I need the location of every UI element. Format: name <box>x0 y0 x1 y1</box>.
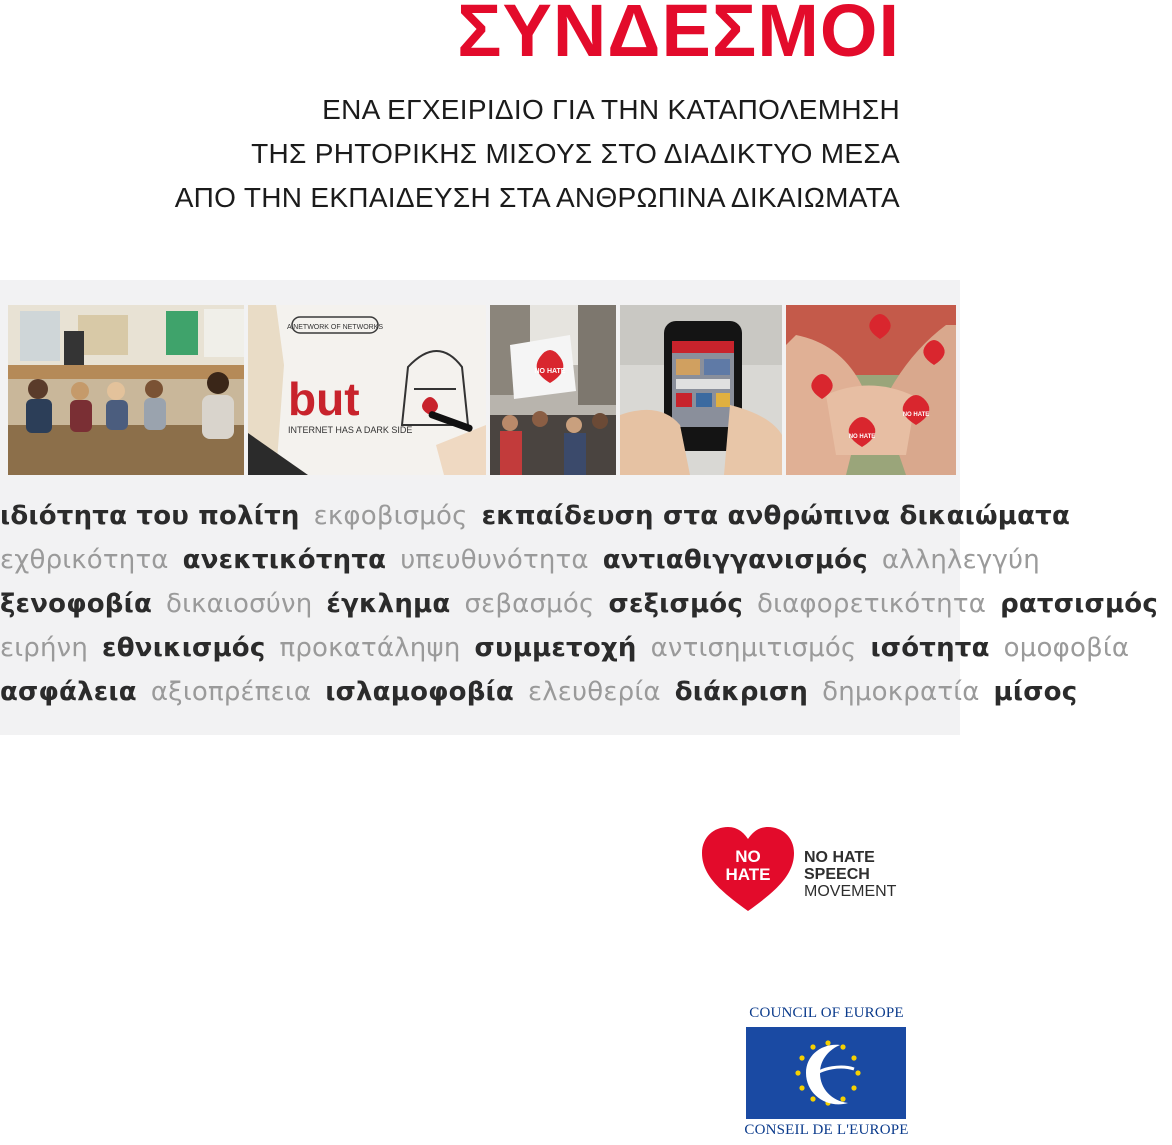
keyword: εκπαίδευση στα ανθρώπινα δικαιώματα <box>481 501 1071 531</box>
keyword-cloud <box>0 494 1158 714</box>
keyword: αντισημιτισμός <box>650 633 857 663</box>
photo-whiteboard <box>248 305 486 475</box>
coe-name-en: COUNCIL OF EUROPE <box>749 1005 904 1021</box>
hand-heart-label: NO HATE <box>848 434 876 440</box>
keyword-row <box>0 582 1158 626</box>
network-label: A NETWORK OF NETWORKS <box>286 324 384 331</box>
keyword: ειρήνη <box>0 633 89 663</box>
keyword: αξιοπρέπεια <box>150 677 312 707</box>
cover-subtitle <box>175 88 900 220</box>
star-icon <box>810 1096 815 1101</box>
subtitle-line: ΤΗΣ ΡΗΤΟΡΙΚΗΣ ΜΙΣΟΥΣ ΣΤΟ ΔΙΑΔΙΚΤΥΟ ΜΕΣΑ <box>251 138 900 169</box>
photo-classroom <box>8 305 244 475</box>
keyword: σεξισμός <box>608 589 743 619</box>
keyword: δικαιοσύνη <box>166 589 313 619</box>
keyword: ιδιότητα του πολίτη <box>0 501 300 531</box>
star-icon <box>799 1055 804 1060</box>
keyword: εθνικισμός <box>102 633 266 663</box>
photo-hands <box>786 305 956 475</box>
keyword: δημοκρατία <box>822 677 980 707</box>
keyword: σεβασμός <box>464 589 595 619</box>
photo-caption: INTERNET HAS A DARK SIDE <box>288 425 413 435</box>
keyword-row <box>0 538 1040 582</box>
coe-name-fr: CONSEIL DE L'EUROPE <box>744 1122 909 1138</box>
keyword-row <box>0 670 1078 714</box>
flag-text: NO HATE <box>534 368 566 375</box>
keyword: υπευθυνότητα <box>400 545 589 575</box>
keyword: ανεκτικότητα <box>182 545 387 575</box>
council-of-europe-logo <box>744 1005 909 1140</box>
keyword: συμμετοχή <box>474 633 637 663</box>
subtitle-line: ΑΠΟ ΤΗΝ ΕΚΠΑΙΔΕΥΣΗ ΣΤΑ ΑΝΘΡΩΠΙΝΑ ΔΙΚΑΙΩΜΑΤΑ <box>174 182 900 213</box>
keyword: διαφορετικότητα <box>756 589 987 619</box>
keyword: ομοφοβία <box>1003 633 1130 663</box>
keyword: ασφάλεια <box>0 677 137 707</box>
keyword-row <box>0 626 1130 670</box>
keyword: μίσος <box>993 677 1078 707</box>
cover-title: ΣΥΝΔΕΣΜΟΙ <box>457 0 900 72</box>
keyword: ξενοφοβία <box>0 589 153 619</box>
star-icon <box>799 1085 804 1090</box>
keyword: ισότητα <box>870 633 990 663</box>
star-icon <box>825 1040 830 1045</box>
keyword: ρατσισμός <box>1000 589 1158 619</box>
keyword: προκατάληψη <box>279 633 461 663</box>
subtitle-line: ΕΝΑ ΕΓΧΕΙΡΙΔΙΟ ΓΙΑ ΤΗΝ ΚΑΤΑΠΟΛΕΜΗΣΗ <box>322 94 900 125</box>
heart-label: NO HATE <box>725 847 771 884</box>
photo-smartphone <box>620 305 782 475</box>
keyword: έγκλημα <box>326 589 451 619</box>
keyword: αντιαθιγγανισμός <box>602 545 868 575</box>
keyword: ελευθερία <box>527 677 661 707</box>
star-icon <box>810 1044 815 1049</box>
no-hate-speech-movement-logo <box>700 825 920 915</box>
hand-heart-label: NO HATE <box>902 412 930 418</box>
photo-march <box>490 305 616 475</box>
keyword: αλληλεγγύη <box>881 545 1040 575</box>
star-icon <box>851 1055 856 1060</box>
keyword: εκφοβισμός <box>313 501 468 531</box>
keyword: διάκριση <box>674 677 809 707</box>
star-icon <box>855 1070 860 1075</box>
keyword: εχθρικότητα <box>0 545 169 575</box>
photo-big-word: but <box>288 373 360 425</box>
keyword: ισλαμοφοβία <box>325 677 514 707</box>
keyword-band <box>0 280 1158 735</box>
coe-flag-icon <box>746 1027 906 1119</box>
keyword-row <box>0 494 1071 538</box>
star-icon <box>851 1085 856 1090</box>
movement-name: NO HATE SPEECH MOVEMENT <box>804 849 897 900</box>
star-icon <box>840 1096 845 1101</box>
star-icon <box>795 1070 800 1075</box>
star-icon <box>840 1044 845 1049</box>
